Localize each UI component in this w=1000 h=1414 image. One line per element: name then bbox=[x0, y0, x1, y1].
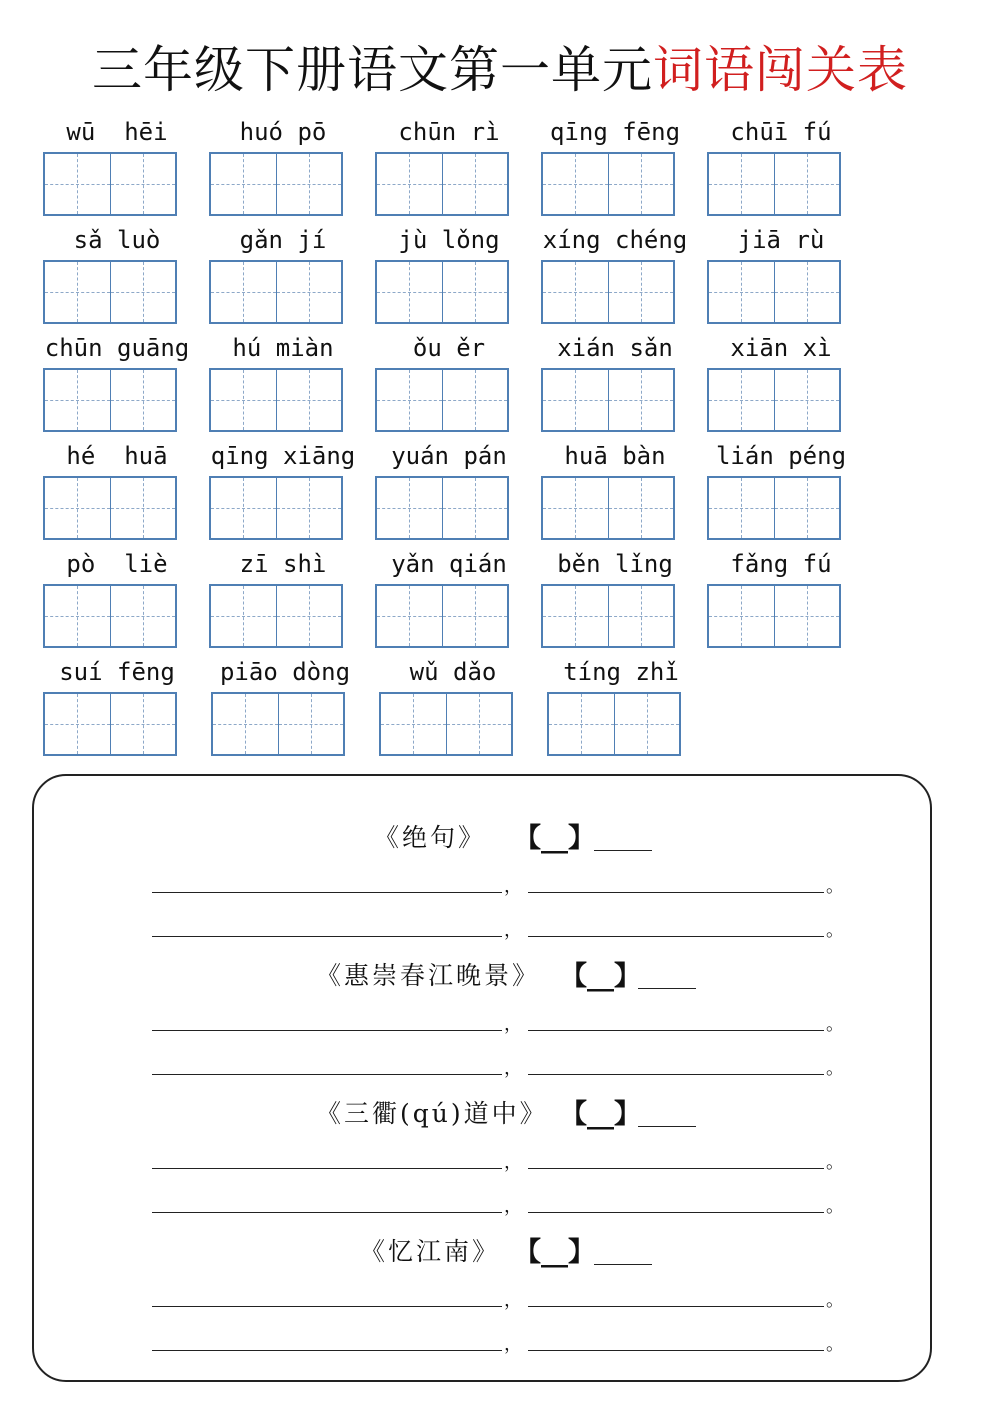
first-half-blank[interactable] bbox=[152, 892, 502, 893]
word-row bbox=[42, 550, 872, 658]
pinyin-label: wū hēi bbox=[66, 118, 168, 146]
character-square[interactable] bbox=[543, 586, 609, 646]
character-square[interactable] bbox=[609, 370, 674, 430]
author-blank[interactable] bbox=[594, 850, 652, 851]
pinyin-label: chūī fú bbox=[730, 118, 832, 146]
character-square[interactable] bbox=[111, 154, 176, 214]
author-blank[interactable] bbox=[638, 988, 696, 989]
word-item bbox=[42, 118, 208, 226]
comma-mark: ， bbox=[504, 1196, 522, 1217]
second-half-blank[interactable] bbox=[528, 1350, 824, 1351]
pinyin-label: qīng xiāng bbox=[210, 442, 356, 470]
second-half-blank[interactable] bbox=[528, 1212, 824, 1213]
character-square[interactable] bbox=[615, 694, 680, 754]
first-half-blank[interactable] bbox=[152, 936, 502, 937]
writing-box[interactable] bbox=[375, 584, 509, 648]
poem-title: 《惠崇春江晚景》 bbox=[316, 961, 541, 990]
writing-box[interactable] bbox=[209, 260, 343, 324]
dynasty-author-blank[interactable]: 【__】 bbox=[514, 1237, 595, 1268]
writing-box[interactable] bbox=[43, 476, 177, 540]
author-blank[interactable] bbox=[638, 1126, 696, 1127]
poem-title: 《绝句》 bbox=[374, 823, 487, 852]
word-item bbox=[374, 334, 540, 442]
writing-box[interactable] bbox=[375, 368, 509, 432]
word-row bbox=[42, 334, 872, 442]
character-square[interactable] bbox=[609, 478, 674, 538]
character-square[interactable] bbox=[709, 262, 775, 322]
poem-line[interactable] bbox=[34, 1140, 934, 1173]
character-square[interactable] bbox=[543, 262, 609, 322]
period-mark: 。 bbox=[826, 1014, 844, 1035]
writing-box[interactable] bbox=[547, 692, 681, 756]
writing-box[interactable] bbox=[541, 368, 675, 432]
word-item bbox=[706, 334, 872, 442]
writing-box[interactable] bbox=[43, 260, 177, 324]
period-mark: 。 bbox=[826, 1334, 844, 1355]
poem-panel bbox=[32, 774, 932, 1382]
writing-box[interactable] bbox=[707, 584, 841, 648]
pinyin-label: ǒu ěr bbox=[412, 334, 486, 362]
period-mark: 。 bbox=[826, 1152, 844, 1173]
second-half-blank[interactable] bbox=[528, 1030, 824, 1031]
word-item bbox=[208, 442, 374, 550]
second-half-blank[interactable] bbox=[528, 892, 824, 893]
character-square[interactable] bbox=[45, 262, 111, 322]
character-square[interactable] bbox=[377, 478, 443, 538]
dynasty-author-blank[interactable]: 【__】 bbox=[514, 823, 595, 854]
character-square[interactable] bbox=[709, 154, 775, 214]
title-main: 三年级下册语文第一单元 bbox=[92, 41, 653, 99]
first-half-blank[interactable] bbox=[152, 1030, 502, 1031]
pinyin-label: piāo dòng bbox=[219, 658, 351, 686]
word-item bbox=[42, 226, 208, 334]
character-square[interactable] bbox=[377, 154, 443, 214]
pinyin-label: pò liè bbox=[66, 550, 168, 578]
writing-box[interactable] bbox=[209, 152, 343, 216]
word-item bbox=[42, 442, 208, 550]
character-square[interactable] bbox=[775, 586, 840, 646]
character-square[interactable] bbox=[111, 478, 176, 538]
character-square[interactable] bbox=[443, 478, 508, 538]
writing-box[interactable] bbox=[541, 476, 675, 540]
pinyin-label: hú miàn bbox=[232, 334, 334, 362]
word-row bbox=[42, 226, 872, 334]
writing-box[interactable] bbox=[43, 584, 177, 648]
character-square[interactable] bbox=[277, 154, 342, 214]
word-item bbox=[208, 334, 374, 442]
character-square[interactable] bbox=[211, 478, 277, 538]
page-title bbox=[0, 30, 1000, 102]
second-half-blank[interactable] bbox=[528, 936, 824, 937]
word-item bbox=[540, 226, 706, 334]
word-item bbox=[42, 550, 208, 658]
word-item bbox=[540, 118, 706, 226]
word-item bbox=[540, 334, 706, 442]
word-grid bbox=[42, 118, 872, 766]
period-mark: 。 bbox=[826, 876, 844, 897]
dynasty-author-blank[interactable]: 【__】 bbox=[560, 961, 641, 992]
writing-box[interactable] bbox=[707, 152, 841, 216]
character-square[interactable] bbox=[377, 262, 443, 322]
writing-box[interactable] bbox=[375, 476, 509, 540]
comma-mark: ， bbox=[504, 1334, 522, 1355]
word-item bbox=[208, 550, 374, 658]
first-half-blank[interactable] bbox=[152, 1168, 502, 1169]
character-square[interactable] bbox=[111, 262, 176, 322]
word-item bbox=[42, 334, 208, 442]
character-square[interactable] bbox=[211, 262, 277, 322]
character-square[interactable] bbox=[543, 154, 609, 214]
character-square[interactable] bbox=[111, 586, 176, 646]
comma-mark: ， bbox=[504, 1152, 522, 1173]
comma-mark: ， bbox=[504, 1290, 522, 1311]
word-item bbox=[706, 118, 872, 226]
period-mark: 。 bbox=[826, 1290, 844, 1311]
character-square[interactable] bbox=[45, 694, 111, 754]
second-half-blank[interactable] bbox=[528, 1074, 824, 1075]
writing-box[interactable] bbox=[209, 476, 343, 540]
period-mark: 。 bbox=[826, 1196, 844, 1217]
character-square[interactable] bbox=[549, 694, 615, 754]
character-square[interactable] bbox=[443, 370, 508, 430]
poem-line[interactable] bbox=[34, 1278, 934, 1311]
character-square[interactable] bbox=[609, 154, 674, 214]
second-half-blank[interactable] bbox=[528, 1168, 824, 1169]
title-highlight: 词语闯关表 bbox=[653, 41, 908, 99]
character-square[interactable] bbox=[609, 262, 674, 322]
character-square[interactable] bbox=[543, 478, 609, 538]
comma-mark: ， bbox=[504, 1058, 522, 1079]
word-item bbox=[208, 226, 374, 334]
author-blank[interactable] bbox=[594, 1264, 652, 1265]
second-half-blank[interactable] bbox=[528, 1306, 824, 1307]
pinyin-label: chūn rì bbox=[398, 118, 500, 146]
pinyin-label: huó pō bbox=[239, 118, 327, 146]
pinyin-label: běn lǐng bbox=[557, 550, 673, 578]
character-square[interactable] bbox=[211, 154, 277, 214]
pinyin-label: huā bàn bbox=[564, 442, 666, 470]
poem-line[interactable] bbox=[34, 1322, 934, 1355]
word-item bbox=[540, 442, 706, 550]
character-square[interactable] bbox=[377, 370, 443, 430]
pinyin-label: hé huā bbox=[66, 442, 168, 470]
writing-box[interactable] bbox=[209, 368, 343, 432]
character-square[interactable] bbox=[211, 586, 277, 646]
period-mark: 。 bbox=[826, 1058, 844, 1079]
writing-box[interactable] bbox=[541, 584, 675, 648]
poem-line[interactable] bbox=[34, 864, 934, 897]
first-half-blank[interactable] bbox=[152, 1306, 502, 1307]
first-half-blank[interactable] bbox=[152, 1074, 502, 1075]
writing-box[interactable] bbox=[43, 368, 177, 432]
pinyin-label: fǎng fú bbox=[730, 550, 832, 578]
character-square[interactable] bbox=[277, 586, 342, 646]
character-square[interactable] bbox=[775, 478, 840, 538]
comma-mark: ， bbox=[504, 1014, 522, 1035]
writing-box[interactable] bbox=[707, 476, 841, 540]
word-item bbox=[378, 658, 546, 766]
poem-title: 《三衢(qú)道中》 bbox=[316, 1099, 548, 1128]
character-square[interactable] bbox=[447, 694, 512, 754]
pinyin-label: gǎn jí bbox=[239, 226, 327, 254]
character-square[interactable] bbox=[277, 262, 342, 322]
character-square[interactable] bbox=[709, 370, 775, 430]
character-square[interactable] bbox=[45, 370, 111, 430]
character-square[interactable] bbox=[277, 370, 342, 430]
comma-mark: ， bbox=[504, 876, 522, 897]
pinyin-label: sǎ luò bbox=[73, 226, 161, 254]
comma-mark: ， bbox=[504, 920, 522, 941]
writing-box[interactable] bbox=[541, 152, 675, 216]
character-square[interactable] bbox=[381, 694, 447, 754]
pinyin-label: yǎn qián bbox=[391, 550, 507, 578]
character-square[interactable] bbox=[775, 262, 840, 322]
character-square[interactable] bbox=[709, 478, 775, 538]
character-square[interactable] bbox=[775, 370, 840, 430]
pinyin-label: wǔ dǎo bbox=[409, 658, 497, 686]
writing-box[interactable] bbox=[375, 260, 509, 324]
pinyin-label: yuán pán bbox=[391, 442, 507, 470]
character-square[interactable] bbox=[443, 262, 508, 322]
character-square[interactable] bbox=[111, 370, 176, 430]
writing-box[interactable] bbox=[541, 260, 675, 324]
character-square[interactable] bbox=[443, 154, 508, 214]
word-item bbox=[374, 442, 540, 550]
writing-box[interactable] bbox=[211, 692, 345, 756]
character-square[interactable] bbox=[775, 154, 840, 214]
pinyin-label: suí fēng bbox=[59, 658, 175, 686]
character-square[interactable] bbox=[709, 586, 775, 646]
word-item bbox=[374, 226, 540, 334]
character-square[interactable] bbox=[213, 694, 279, 754]
writing-box[interactable] bbox=[375, 152, 509, 216]
word-row bbox=[42, 442, 872, 550]
word-item bbox=[210, 658, 378, 766]
character-square[interactable] bbox=[377, 586, 443, 646]
word-item bbox=[208, 118, 374, 226]
pinyin-label: zī shì bbox=[239, 550, 327, 578]
poem-title: 《忆江南》 bbox=[360, 1237, 501, 1266]
word-row bbox=[42, 658, 872, 766]
word-item bbox=[374, 550, 540, 658]
character-square[interactable] bbox=[45, 586, 111, 646]
poem-line[interactable] bbox=[34, 1002, 934, 1035]
character-square[interactable] bbox=[211, 370, 277, 430]
character-square[interactable] bbox=[609, 586, 674, 646]
writing-box[interactable] bbox=[43, 692, 177, 756]
pinyin-label: jù lǒng bbox=[398, 226, 500, 254]
pinyin-label: qīng fēng bbox=[549, 118, 681, 146]
word-item bbox=[706, 550, 872, 658]
writing-box[interactable] bbox=[707, 260, 841, 324]
poem-line[interactable] bbox=[34, 908, 934, 941]
dynasty-author-blank[interactable]: 【__】 bbox=[560, 1099, 641, 1130]
pinyin-label: xíng chéng bbox=[542, 226, 688, 254]
pinyin-label: chūn guāng bbox=[44, 334, 190, 362]
pinyin-label: xiān xì bbox=[730, 334, 832, 362]
writing-box[interactable] bbox=[379, 692, 513, 756]
writing-box[interactable] bbox=[707, 368, 841, 432]
character-square[interactable] bbox=[443, 586, 508, 646]
pinyin-label: lián péng bbox=[715, 442, 847, 470]
character-square[interactable] bbox=[277, 478, 342, 538]
poem-line[interactable] bbox=[34, 1046, 934, 1079]
word-item bbox=[374, 118, 540, 226]
period-mark: 。 bbox=[826, 920, 844, 941]
poem-line[interactable] bbox=[34, 1184, 934, 1217]
writing-box[interactable] bbox=[43, 152, 177, 216]
pinyin-label: xián sǎn bbox=[557, 334, 673, 362]
pinyin-label: jiā rù bbox=[737, 226, 825, 254]
character-square[interactable] bbox=[111, 694, 176, 754]
character-square[interactable] bbox=[45, 478, 111, 538]
writing-box[interactable] bbox=[209, 584, 343, 648]
pinyin-label: tíng zhǐ bbox=[563, 658, 679, 686]
first-half-blank[interactable] bbox=[152, 1350, 502, 1351]
word-item bbox=[540, 550, 706, 658]
character-square[interactable] bbox=[279, 694, 344, 754]
word-item bbox=[42, 658, 210, 766]
word-item bbox=[546, 658, 714, 766]
first-half-blank[interactable] bbox=[152, 1212, 502, 1213]
character-square[interactable] bbox=[45, 154, 111, 214]
word-item bbox=[706, 226, 872, 334]
word-item bbox=[706, 442, 872, 550]
word-row bbox=[42, 118, 872, 226]
character-square[interactable] bbox=[543, 370, 609, 430]
